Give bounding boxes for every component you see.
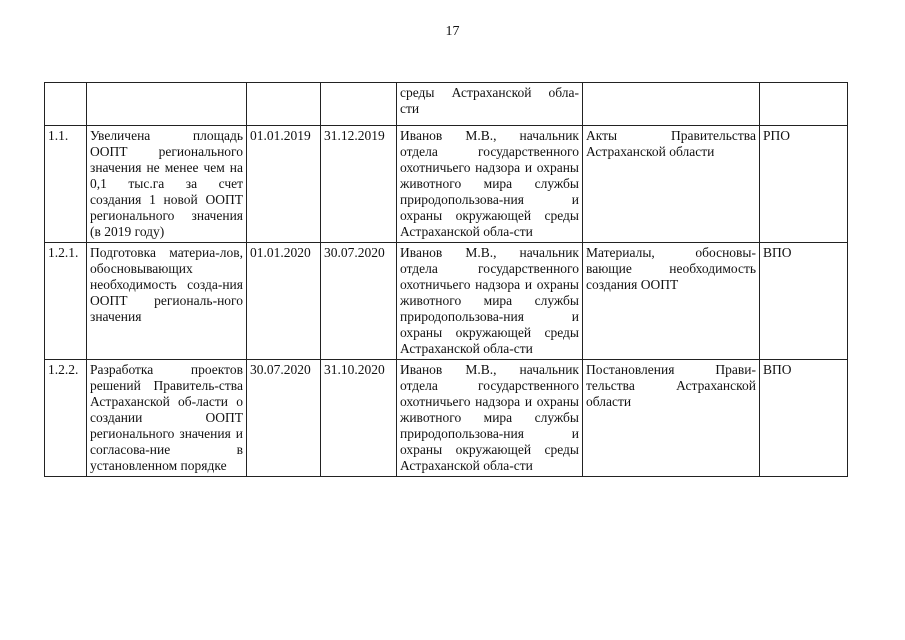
- cell-name: Подготовка материа-лов, обосновывающих необходимость созда-ния ООПТ региональ-ного значения: [87, 243, 247, 360]
- table-row: [45, 243, 848, 360]
- plan-table: [44, 82, 848, 477]
- table-row: [45, 126, 848, 243]
- cell-start-date: 01.01.2019: [247, 126, 321, 243]
- cell-code: ВПО: [760, 243, 848, 360]
- cell-end-date: 31.10.2020: [321, 360, 397, 477]
- cell-number: 1.2.2.: [45, 360, 87, 477]
- cell-end-date: [321, 83, 397, 126]
- cell-number: [45, 83, 87, 126]
- cell-start-date: 01.01.2020: [247, 243, 321, 360]
- cell-result: [583, 83, 760, 126]
- cell-code: [760, 83, 848, 126]
- cell-start-date: [247, 83, 321, 126]
- cell-result: Постановления Прави-тельства Астраханской области: [583, 360, 760, 477]
- cell-number: 1.1.: [45, 126, 87, 243]
- cell-start-date: 30.07.2020: [247, 360, 321, 477]
- cell-result: Акты Правительства Астраханской области: [583, 126, 760, 243]
- page-number: 17: [445, 24, 460, 39]
- cell-result: Материалы, обосновы-вающие необходимость создания ООПТ: [583, 243, 760, 360]
- cell-name: [87, 83, 247, 126]
- cell-end-date: 30.07.2020: [321, 243, 397, 360]
- table-row-continued: [45, 83, 848, 126]
- cell-responsible: Иванов М.В., начальник отдела государственного охотничьего надзора и охраны животного мира службы природопользова-ния и охраны окружающей среды Астраханской обла-сти: [397, 360, 583, 477]
- cell-responsible: Иванов М.В., начальник отдела государственного охотничьего надзора и охраны животного мира службы природопользова-ния и охраны окружающей среды Астраханской обла-сти: [397, 126, 583, 243]
- cell-end-date: 31.12.2019: [321, 126, 397, 243]
- cell-name: Увеличена площадь ООПТ регионального значения не менее чем на 0,1 тыс.га за счет создания 1 новой ООПТ регионального значения (в 2019 году): [87, 126, 247, 243]
- cell-responsible: среды Астраханской обла- сти: [397, 83, 583, 126]
- cell-number: 1.2.1.: [45, 243, 87, 360]
- cell-code: ВПО: [760, 360, 848, 477]
- cell-name: Разработка проектов решений Правитель-ства Астраханской об-ласти о создании ООПТ регионального значения и согласова-ние в установленном порядке: [87, 360, 247, 477]
- cell-code: РПО: [760, 126, 848, 243]
- cell-responsible: Иванов М.В., начальник отдела государственного охотничьего надзора и охраны животного мира службы природопользова-ния и охраны окружающей среды Астраханской обла-сти: [397, 243, 583, 360]
- table-row: [45, 360, 848, 477]
